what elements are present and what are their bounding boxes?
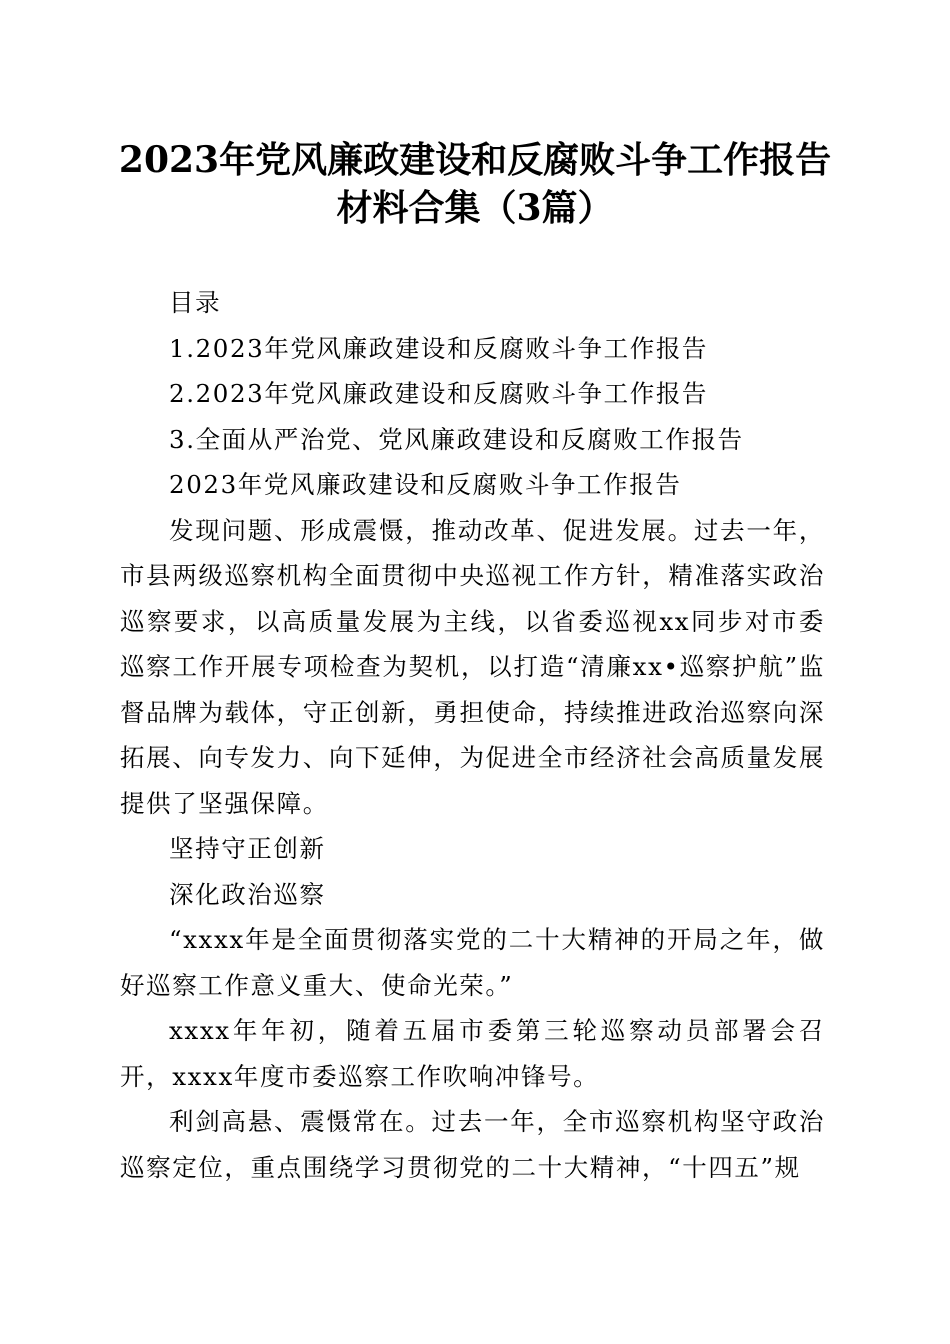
- subheading-1: 坚持守正创新: [169, 834, 326, 863]
- subheading-2: 深化政治巡察: [169, 879, 326, 909]
- toc-heading: 目录: [169, 288, 222, 317]
- paragraph-early-year: xxxx年年初，随着五届市委第三轮巡察动员部署会召开，xxxx年度市委巡察工作吹响冲锋号。: [120, 1016, 825, 1091]
- paragraph-sword: 利剑高悬、震慑常在。过去一年，全市巡察机构坚守政治巡察定位，重点围绕学习贯彻党的二十大精神，“十四五”规: [120, 1107, 825, 1182]
- toc-item-1: 1.2023年党风廉政建设和反腐败斗争工作报告: [169, 333, 709, 363]
- toc-item-3: 3.全面从严治党、党风廉政建设和反腐败工作报告: [169, 424, 744, 454]
- document-title-line-2: 材料合集（3篇）: [336, 187, 614, 229]
- document-title-line-1: 2023年党风廉政建设和反腐败斗争工作报告: [118, 139, 832, 181]
- section-title: 2023年党风廉政建设和反腐败斗争工作报告: [169, 470, 682, 499]
- paragraph-intro: 发现问题、形成震慑，推动改革、促进发展。过去一年，市县两级巡察机构全面贯彻中央巡视工作方针，精准落实政治巡察要求，以高质量发展为主线，以省委巡视xx同步对市委巡察工作开展专项检查为契机，以打造“清廉xx•巡察护航”监督品牌为载体，守正创新，勇担使命，持续推进政治巡察向深拓展、向专发力、向下延伸，为促进全市经济社会高质量发展提供了坚强保障。: [120, 515, 825, 818]
- toc-item-2: 2.2023年党风廉政建设和反腐败斗争工作报告: [169, 379, 709, 408]
- paragraph-quote: “xxxx年是全面贯彻落实党的二十大精神的开局之年，做好巡察工作意义重大、使命光荣。”: [120, 925, 825, 1000]
- document-body: [120, 280, 825, 1190]
